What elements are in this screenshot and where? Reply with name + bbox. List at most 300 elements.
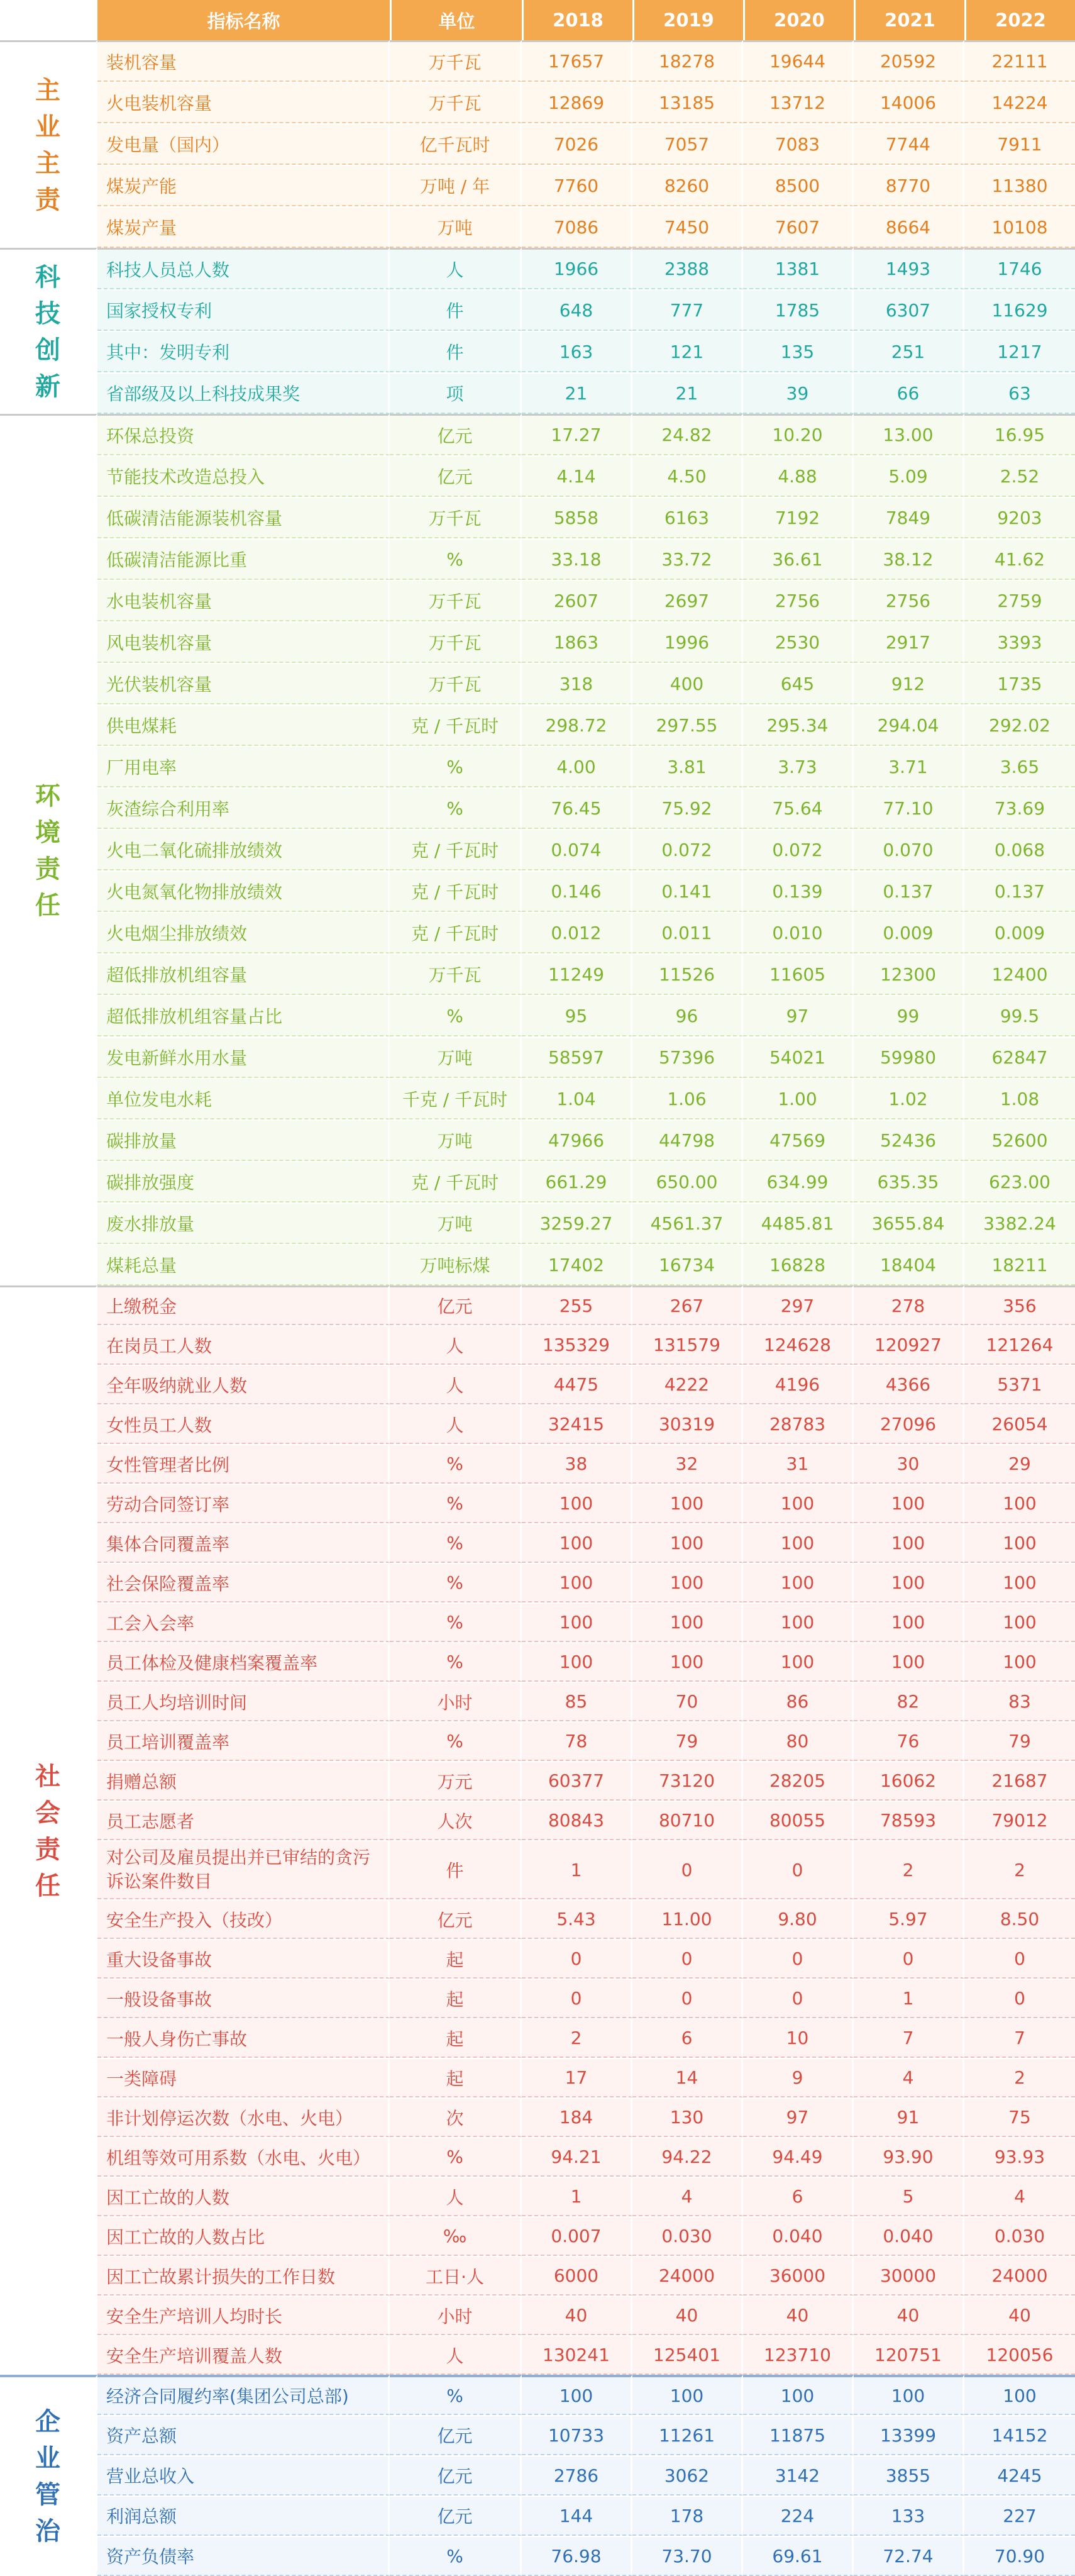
value-2022: 3393 [964,621,1075,663]
value-2021: 0.040 [854,2216,964,2256]
value-2022: 2 [964,2058,1075,2097]
value-2021: 0 [854,1939,964,1979]
value-2019: 2388 [632,248,743,289]
table-row [0,1939,1075,1979]
table-row [0,663,1075,704]
indicator-unit: 小时 [390,1682,522,1721]
value-2019: 73120 [632,1761,743,1801]
value-2019: 7057 [632,123,743,165]
indicator-name: 发电新鲜水用水量 [97,1036,390,1078]
value-2018: 0 [522,1979,632,2018]
value-2022: 0 [964,1939,1075,1979]
value-2018: 4.00 [522,746,632,787]
value-2020: 6 [743,2177,854,2216]
indicator-name: 安全生产培训人均时长 [97,2296,390,2335]
value-2019: 0.072 [632,829,743,870]
value-2020: 634.99 [743,1161,854,1202]
indicator-name: 员工志愿者 [97,1801,390,1840]
value-2021: 120751 [854,2335,964,2375]
value-2022: 79012 [964,1801,1075,1840]
value-2018: 100 [522,2375,632,2415]
indicator-unit: % [390,2137,522,2177]
table-row [0,912,1075,953]
value-2019: 100 [632,1642,743,1682]
indicator-name: 光伏装机容量 [97,663,390,704]
indicator-unit: % [390,1721,522,1761]
indicator-unit: 万吨 [390,206,522,248]
value-2018: 0 [522,1939,632,1979]
value-2020: 100 [743,1642,854,1682]
value-2019: 125401 [632,2335,743,2375]
value-2022: 41.62 [964,538,1075,580]
value-2019: 79 [632,1721,743,1761]
value-2018: 0.012 [522,912,632,953]
year-header-2021: 2021 [854,0,964,40]
value-2018: 4.14 [522,455,632,497]
value-2021: 100 [854,1484,964,1523]
indicator-name: 超低排放机组容量 [97,953,390,995]
year-header-2019: 2019 [632,0,743,40]
value-2022: 7 [964,2018,1075,2058]
table-row [0,289,1075,331]
table-row [0,787,1075,829]
table-row [0,1365,1075,1404]
value-2018: 298.72 [522,704,632,746]
indicator-name: 营业总收入 [97,2455,390,2496]
value-2022: 11629 [964,289,1075,331]
value-2019: 178 [632,2496,743,2536]
indicator-unit: 人 [390,248,522,289]
table-row [0,2216,1075,2256]
indicator-unit: % [390,787,522,829]
indicator-name: 水电装机容量 [97,580,390,621]
value-2019: 267 [632,1285,743,1325]
value-2018: 648 [522,289,632,331]
value-2021: 100 [854,1602,964,1642]
value-2019: 0.011 [632,912,743,953]
value-2020: 54021 [743,1036,854,1078]
value-2021: 82 [854,1682,964,1721]
value-2022: 1746 [964,248,1075,289]
indicator-unit: % [390,1563,522,1602]
value-2021: 133 [854,2496,964,2536]
value-2020: 0 [743,1979,854,2018]
value-2018: 2786 [522,2455,632,2496]
value-2022: 12400 [964,953,1075,995]
value-2021: 5 [854,2177,964,2216]
value-2018: 38 [522,1444,632,1484]
indicator-name-text: 对公司及雇员提出并已审结的贪污诉讼案件数目 [106,1847,371,1892]
value-2018: 184 [522,2097,632,2137]
value-2022: 0 [964,1979,1075,2018]
value-2022: 100 [964,1642,1075,1682]
value-2022: 0.068 [964,829,1075,870]
indicator-name: 火电烟尘排放绩效 [97,912,390,953]
value-2018: 100 [522,1563,632,1602]
indicator-name [97,1840,390,1899]
value-2018: 163 [522,331,632,372]
value-2019: 24000 [632,2256,743,2296]
indicator-unit: 亿元 [390,2455,522,2496]
table-header-row [0,0,1075,40]
value-2019: 33.72 [632,538,743,580]
table-row [0,123,1075,165]
table-row [0,1523,1075,1563]
section-label-soc [0,1285,97,2375]
table-row [0,82,1075,123]
indicator-name: 碳排放强度 [97,1161,390,1202]
value-2022: 22111 [964,40,1075,82]
indicator-unit: 万千瓦 [390,621,522,663]
indicator-name: 因工亡故累计损失的工作日数 [97,2256,390,2296]
table-row [0,2097,1075,2137]
indicator-name: 一般设备事故 [97,1979,390,2018]
indicator-unit: 克 / 千瓦时 [390,870,522,912]
indicator-name: 煤耗总量 [97,1244,390,1285]
value-2018: 95 [522,995,632,1036]
indicator-name: 其中：发明专利 [97,331,390,372]
value-2021: 5.97 [854,1899,964,1939]
value-2021: 0.070 [854,829,964,870]
indicator-name: 安全生产投入（技改） [97,1899,390,1939]
table-row [0,704,1075,746]
value-2020: 3.73 [743,746,854,787]
table-row [0,2415,1075,2455]
value-2018: 17.27 [522,414,632,455]
table-row [0,1244,1075,1285]
value-2022: 2.52 [964,455,1075,497]
value-2020: 75.64 [743,787,854,829]
year-header-2022: 2022 [964,0,1075,40]
value-2020: 9.80 [743,1899,854,1939]
indicator-name: 国家授权专利 [97,289,390,331]
indicator-name: 低碳清洁能源装机容量 [97,497,390,538]
table-row [0,2335,1075,2375]
indicator-unit: 亿元 [390,455,522,497]
value-2021: 0.009 [854,912,964,953]
table-row [0,1078,1075,1119]
indicator-unit: % [390,1523,522,1563]
table-row [0,2137,1075,2177]
value-2018: 21 [522,372,632,414]
value-2018: 17402 [522,1244,632,1285]
value-2020: 100 [743,2375,854,2415]
indicator-name: 在岗员工人数 [97,1325,390,1365]
indicator-unit: % [390,746,522,787]
value-2021: 912 [854,663,964,704]
value-2019: 96 [632,995,743,1036]
value-2020: 123710 [743,2335,854,2375]
value-2021: 4366 [854,1365,964,1404]
value-2019: 4.50 [632,455,743,497]
table-row [0,206,1075,248]
value-2021: 13399 [854,2415,964,2455]
value-2021: 99 [854,995,964,1036]
indicator-unit: ‰ [390,2216,522,2256]
indicator-name: 劳动合同签订率 [97,1484,390,1523]
value-2019: 16734 [632,1244,743,1285]
value-2022: 16.95 [964,414,1075,455]
table-row [0,1119,1075,1161]
indicator-unit: 起 [390,1979,522,2018]
value-2021: 1.02 [854,1078,964,1119]
indicator-unit: 万千瓦 [390,497,522,538]
value-2019: 100 [632,2375,743,2415]
indicator-name: 利润总额 [97,2496,390,2536]
table-row [0,40,1075,82]
value-2020: 645 [743,663,854,704]
value-2021: 7 [854,2018,964,2058]
value-2020: 7607 [743,206,854,248]
indicator-name: 集体合同覆盖率 [97,1523,390,1563]
value-2022: 1735 [964,663,1075,704]
indicator-name: 低碳清洁能源比重 [97,538,390,580]
indicator-unit: 亿元 [390,1285,522,1325]
indicator-unit: 人 [390,2177,522,2216]
value-2019: 75.92 [632,787,743,829]
indicator-name: 科技人员总人数 [97,248,390,289]
value-2022: 79 [964,1721,1075,1761]
value-2020: 100 [743,1484,854,1523]
table-row [0,1642,1075,1682]
indicator-name: 员工体检及健康档案覆盖率 [97,1642,390,1682]
value-2020: 124628 [743,1325,854,1365]
indicator-name: 女性员工人数 [97,1404,390,1444]
value-2020: 11605 [743,953,854,995]
indicator-name: 资产负债率 [97,2536,390,2576]
value-2020: 28205 [743,1761,854,1801]
value-2022: 21687 [964,1761,1075,1801]
value-2022: 11380 [964,165,1075,206]
value-2021: 59980 [854,1036,964,1078]
indicator-name: 省部级及以上科技成果奖 [97,372,390,414]
table-row [0,1444,1075,1484]
table-row [0,2375,1075,2415]
indicator-name: 女性管理者比例 [97,1444,390,1484]
indicator-unit: % [390,1484,522,1523]
value-2018: 4475 [522,1365,632,1404]
indicator-unit: 亿千瓦时 [390,123,522,165]
value-2022: 0.030 [964,2216,1075,2256]
value-2020: 3142 [743,2455,854,2496]
value-2022: 26054 [964,1404,1075,1444]
value-2021: 100 [854,1523,964,1563]
value-2022: 93.93 [964,2137,1075,2177]
value-2018: 130241 [522,2335,632,2375]
indicator-unit: 万元 [390,1761,522,1801]
value-2018: 0.146 [522,870,632,912]
indicator-name: 环保总投资 [97,414,390,455]
indicator-name-header: 指标名称 [97,0,390,40]
value-2019: 13185 [632,82,743,123]
value-2018: 7026 [522,123,632,165]
value-2020: 36000 [743,2256,854,2296]
category-header [0,0,97,40]
value-2020: 0.139 [743,870,854,912]
table-row [0,372,1075,414]
indicator-unit: % [390,538,522,580]
value-2020: 11875 [743,2415,854,2455]
indicator-unit: 人 [390,1325,522,1365]
indicator-unit: % [390,2536,522,2576]
value-2021: 100 [854,1642,964,1682]
value-2020: 36.61 [743,538,854,580]
value-2022: 29 [964,1444,1075,1484]
value-2020: 31 [743,1444,854,1484]
value-2020: 0.010 [743,912,854,953]
value-2020: 0.040 [743,2216,854,2256]
value-2018: 1863 [522,621,632,663]
year-header-2018: 2018 [522,0,632,40]
value-2022: 24000 [964,2256,1075,2296]
value-2021: 100 [854,2375,964,2415]
indicator-unit: 万吨 / 年 [390,165,522,206]
value-2019: 32 [632,1444,743,1484]
section-label-gov [0,2375,97,2576]
value-2020: 97 [743,2097,854,2137]
value-2018: 80843 [522,1801,632,1840]
table-row [0,538,1075,580]
indicator-name: 上缴税金 [97,1285,390,1325]
indicator-unit: 人 [390,1404,522,1444]
table-row [0,2496,1075,2536]
value-2019: 8260 [632,165,743,206]
value-2020: 94.49 [743,2137,854,2177]
table-row [0,455,1075,497]
value-2022: 8.50 [964,1899,1075,1939]
value-2022: 7911 [964,123,1075,165]
indicator-name: 一般人身伤亡事故 [97,2018,390,2058]
indicator-unit: 千克 / 千瓦时 [390,1078,522,1119]
indicator-unit: 工日·人 [390,2256,522,2296]
value-2018: 135329 [522,1325,632,1365]
value-2022: 0.137 [964,870,1075,912]
section-label-text: 科技创新 [35,262,60,401]
indicator-unit: 人次 [390,1801,522,1840]
value-2022: 75 [964,2097,1075,2137]
value-2020: 9 [743,2058,854,2097]
value-2019: 11526 [632,953,743,995]
value-2020: 100 [743,1602,854,1642]
indicator-unit: 万千瓦 [390,953,522,995]
value-2020: 10.20 [743,414,854,455]
table-row [0,829,1075,870]
indicator-unit: 万千瓦 [390,40,522,82]
value-2021: 2917 [854,621,964,663]
indicator-unit: 人 [390,1365,522,1404]
value-2022: 40 [964,2296,1075,2335]
value-2018: 10733 [522,2415,632,2455]
value-2022: 1217 [964,331,1075,372]
value-2020: 0 [743,1939,854,1979]
indicator-unit: 亿元 [390,2415,522,2455]
value-2020: 295.34 [743,704,854,746]
section-label-main [0,40,97,248]
value-2019: 650.00 [632,1161,743,1202]
value-2018: 100 [522,1602,632,1642]
value-2020: 7192 [743,497,854,538]
value-2020: 135 [743,331,854,372]
value-2020: 224 [743,2496,854,2536]
value-2018: 255 [522,1285,632,1325]
value-2022: 356 [964,1285,1075,1325]
value-2020: 97 [743,995,854,1036]
value-2021: 78593 [854,1801,964,1840]
table-row [0,1721,1075,1761]
value-2019: 40 [632,2296,743,2335]
value-2021: 13.00 [854,414,964,455]
section-label-text: 企业管治 [35,2407,60,2546]
value-2021: 5.09 [854,455,964,497]
table-row [0,2018,1075,2058]
indicator-unit: 万吨 [390,1036,522,1078]
value-2019: 11.00 [632,1899,743,1939]
table-row [0,1682,1075,1721]
indicator-name: 废水排放量 [97,1202,390,1244]
indicator-unit: 亿元 [390,414,522,455]
indicator-unit: 克 / 千瓦时 [390,1161,522,1202]
value-2022: 83 [964,1682,1075,1721]
value-2018: 100 [522,1484,632,1523]
value-2018: 17657 [522,40,632,82]
table-row [0,414,1075,455]
value-2021: 2 [854,1840,964,1899]
value-2018: 0.074 [522,829,632,870]
value-2020: 39 [743,372,854,414]
value-2020: 0 [743,1840,854,1899]
table-row [0,1801,1075,1840]
value-2021: 120927 [854,1325,964,1365]
value-2018: 1 [522,1840,632,1899]
value-2022: 292.02 [964,704,1075,746]
table-row [0,1899,1075,1939]
indicator-name: 发电量（国内） [97,123,390,165]
value-2019: 0 [632,1840,743,1899]
table-row [0,1563,1075,1602]
value-2021: 3.71 [854,746,964,787]
value-2019: 297.55 [632,704,743,746]
value-2019: 3.81 [632,746,743,787]
value-2018: 33.18 [522,538,632,580]
indicator-unit: 万吨 [390,1202,522,1244]
value-2022: 121264 [964,1325,1075,1365]
value-2018: 60377 [522,1761,632,1801]
indicator-unit: 万千瓦 [390,82,522,123]
value-2021: 1493 [854,248,964,289]
value-2022: 3.65 [964,746,1075,787]
indicator-name: 员工人均培训时间 [97,1682,390,1721]
indicator-unit: % [390,1602,522,1642]
indicator-name: 重大设备事故 [97,1939,390,1979]
value-2019: 100 [632,1523,743,1563]
value-2021: 18404 [854,1244,964,1285]
value-2019: 121 [632,331,743,372]
value-2020: 100 [743,1523,854,1563]
value-2022: 52600 [964,1119,1075,1161]
table-row [0,1161,1075,1202]
value-2021: 4 [854,2058,964,2097]
indicator-name: 员工培训覆盖率 [97,1721,390,1761]
indicator-name: 因工亡故的人数 [97,2177,390,2216]
value-2019: 100 [632,1602,743,1642]
indicator-name: 供电煤耗 [97,704,390,746]
indicator-unit: % [390,2375,522,2415]
value-2018: 76.45 [522,787,632,829]
indicator-name: 碳排放量 [97,1119,390,1161]
table-row [0,1602,1075,1642]
value-2019: 80710 [632,1801,743,1840]
value-2019: 0 [632,1979,743,2018]
